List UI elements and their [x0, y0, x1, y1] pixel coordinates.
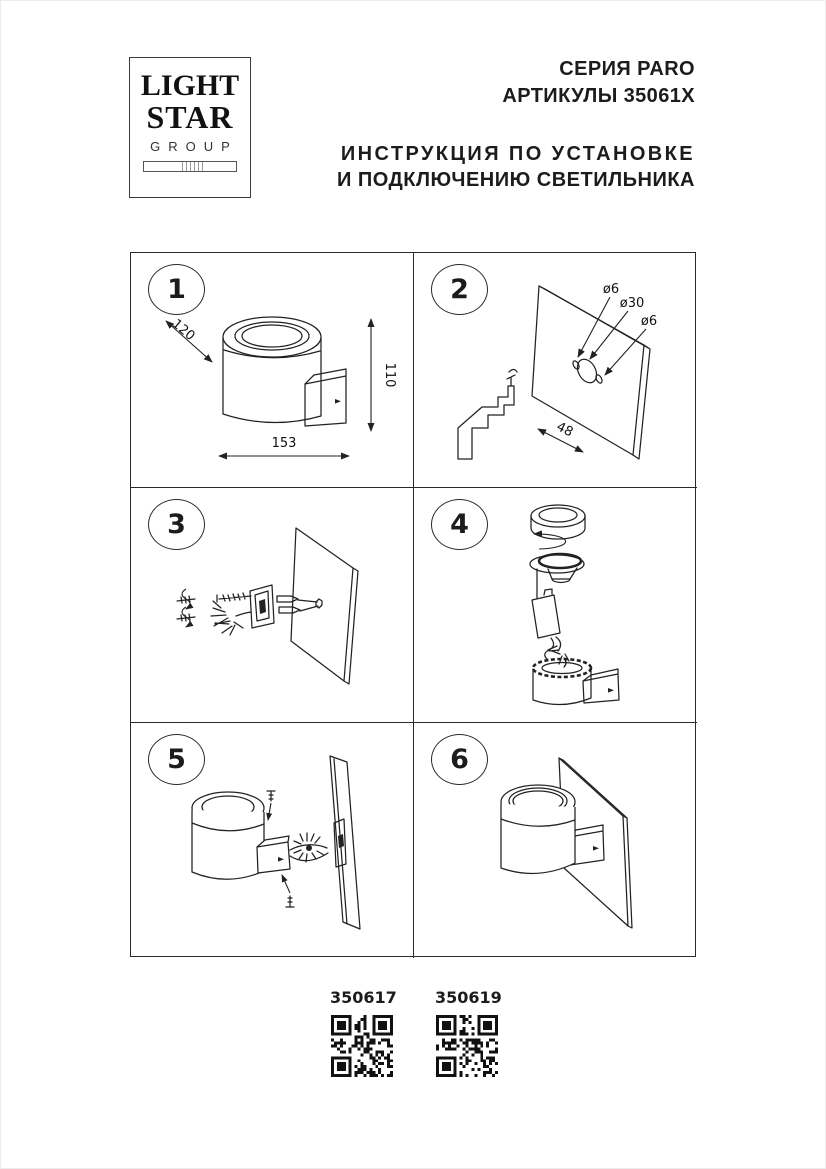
step-number: 2 [450, 274, 469, 305]
step-6-panel [414, 723, 697, 958]
anchor-screws [277, 596, 318, 613]
mounting-screw-top [177, 589, 195, 609]
italian-flag-bar [143, 161, 237, 172]
wires-to-wall [290, 833, 328, 862]
lamp-body [192, 792, 290, 879]
wall-panel [291, 528, 358, 684]
hole-dia-label: ø6 [602, 282, 620, 297]
step-6-diagram [414, 723, 697, 958]
flag-white-segment [179, 162, 203, 171]
step-5-diagram [131, 723, 414, 958]
wall-panel [330, 756, 360, 929]
bracket-plate [250, 585, 274, 628]
logo-light-text: LIGHT [140, 69, 240, 102]
steps-grid [130, 252, 696, 957]
screw-bottom [282, 875, 294, 907]
product-350617 [330, 988, 397, 1077]
step-2-panel [414, 253, 697, 488]
step-number: 3 [167, 509, 186, 540]
offset-label: 48 [553, 419, 576, 441]
step-number: 4 [450, 509, 469, 540]
drill-holes [572, 356, 604, 386]
hole-dia-label: ø30 [619, 296, 645, 311]
depth-label: 120 [168, 316, 198, 345]
flag-red-segment [203, 162, 236, 171]
dimension-120 [166, 317, 212, 362]
wire-bundle [211, 601, 251, 635]
hole-dia-label: ø6 [640, 314, 658, 329]
step-1-diagram [131, 253, 414, 488]
instruction-title-line1: ИНСТРУКЦИЯ ПО УСТАНОВКЕ [340, 143, 695, 165]
lamp-body [533, 659, 619, 705]
qr-code [331, 1015, 393, 1077]
mounted-lamp [501, 785, 604, 873]
instruction-title-line2: И ПОДКЛЮЧЕНИЮ СВЕТИЛЬНИКА [336, 169, 695, 191]
article-code: 350619 [435, 988, 502, 1007]
qr-code [436, 1015, 498, 1077]
instruction-title [337, 141, 695, 193]
flag-green-segment [144, 162, 179, 171]
height-label: 110 [382, 362, 397, 388]
mounting-wall-panel [532, 286, 650, 459]
articles-title: АРТИКУЛЫ 35061X [502, 85, 695, 107]
screw-with-threads [217, 593, 251, 602]
series-block [502, 56, 695, 110]
dimension-48 [538, 419, 583, 452]
step-1-panel [131, 253, 414, 488]
drill-tool [458, 370, 517, 460]
step-number: 1 [167, 274, 186, 305]
width-label: 153 [271, 436, 297, 451]
logo-group-text: GROUP [150, 139, 238, 154]
step-5-panel [131, 723, 414, 958]
lamp-side-view [223, 317, 346, 426]
dimension-153 [219, 436, 349, 456]
step-3-panel [131, 488, 414, 723]
glass-reflector [530, 554, 584, 583]
product-350619 [435, 988, 502, 1077]
step-4-panel [414, 488, 697, 723]
step-3-diagram [131, 488, 414, 723]
dimension-110 [371, 319, 397, 431]
step-number: 6 [450, 744, 469, 775]
step-number: 5 [167, 744, 186, 775]
article-code: 350617 [330, 988, 397, 1007]
mounting-screw-bottom [177, 607, 195, 627]
lightstar-logo [129, 57, 251, 198]
screw-top [267, 791, 275, 820]
series-title: СЕРИЯ PARO [559, 58, 695, 80]
logo-star-text: STAR [146, 99, 234, 135]
step-4-diagram [414, 488, 697, 723]
step-2-diagram [414, 253, 697, 488]
